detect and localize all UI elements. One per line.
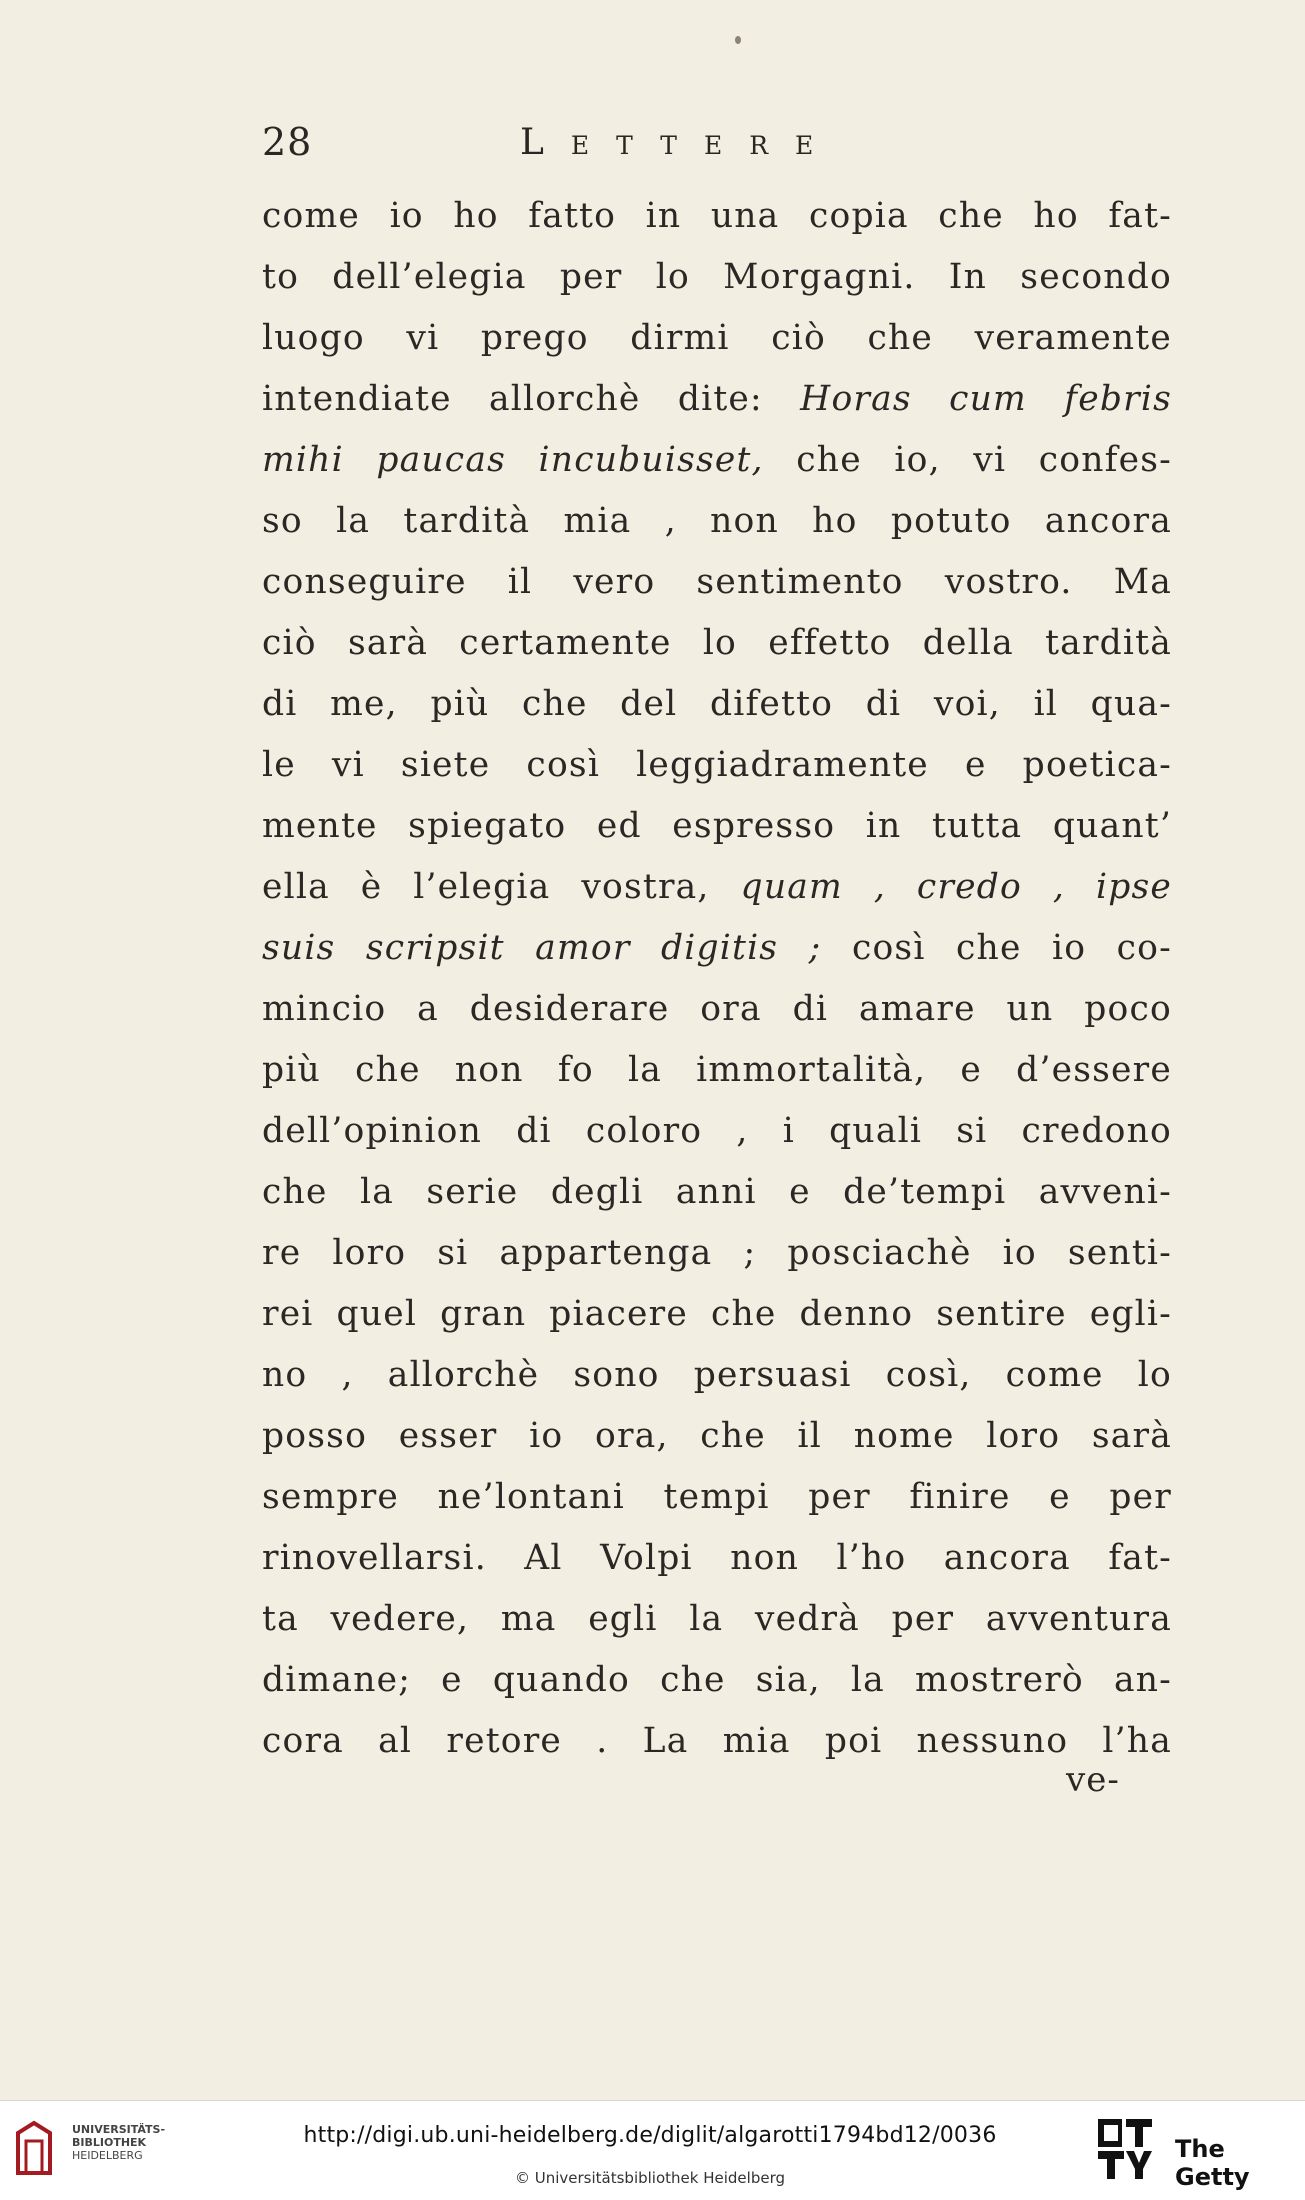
text-line xyxy=(262,369,1172,430)
partner-name: The Getty xyxy=(1175,2135,1250,2191)
italic-phrase: suis scripsit amor digitis ; xyxy=(262,928,822,968)
library-name-line: HEIDELBERG xyxy=(72,2149,143,2162)
text-span: intendiate allorchè dite: xyxy=(262,379,763,419)
catchword: ve- xyxy=(1066,1760,1120,1800)
text-line: di me, più che del difetto di voi, il qua- xyxy=(262,684,1172,724)
text-line: sempre ne’lontani tempi per finire e per xyxy=(262,1477,1172,1517)
text-line: cora al retore . La mia poi nessuno l’ha xyxy=(262,1721,1172,1761)
text-span: ella è l’elegia vostra, xyxy=(262,867,710,907)
body-text xyxy=(262,186,1172,1772)
copyright-notice: © Universitätsbibliothek Heidelberg xyxy=(514,2169,785,2187)
ink-speck xyxy=(735,36,741,44)
library-name xyxy=(72,2123,165,2162)
library-name-line: BIBLIOTHEK xyxy=(72,2136,147,2149)
text-line: mincio a desiderare ora di amare un poco xyxy=(262,989,1172,1029)
text-line: posso esser io ora, che il nome loro sarà xyxy=(262,1416,1172,1456)
text-line xyxy=(262,918,1172,979)
italic-phrase: Horas cum febris xyxy=(800,379,1172,419)
text-span: così che io co- xyxy=(851,928,1173,968)
text-line: più che non fo la immortalità, e d’essere xyxy=(262,1050,1172,1090)
text-line: le vi siete così leggiadramente e poetica- xyxy=(262,745,1172,785)
text-line: rinovellarsi. Al Volpi non l’ho ancora fat- xyxy=(262,1538,1172,1578)
text-line: che la serie degli anni e de’tempi avveni- xyxy=(262,1172,1172,1212)
text-line: luogo vi prego dirmi ciò che veramente xyxy=(262,318,1172,358)
footer-bar xyxy=(0,2100,1305,2200)
text-line: dell’opinion di coloro , i quali si credono xyxy=(262,1111,1172,1151)
text-line: so la tardità mia , non ho potuto ancora xyxy=(262,501,1172,541)
page-number: 28 xyxy=(262,120,313,164)
italic-phrase: quam , credo , ipse xyxy=(740,867,1173,907)
text-line: come io ho fatto in una copia che ho fat- xyxy=(262,196,1172,236)
text-line: to dell’elegia per lo Morgagni. In secondo xyxy=(262,257,1172,297)
library-name-line: UNIVERSITÄTS- xyxy=(72,2123,166,2136)
university-library-logo-icon xyxy=(14,2119,54,2177)
italic-phrase: mihi paucas incubuisset, xyxy=(262,440,764,480)
text-line: mente spiegato ed espresso in tutta quant’ xyxy=(262,806,1172,846)
text-line: rei quel gran piacere che denno sentire egli- xyxy=(262,1294,1172,1334)
text-line: conseguire il vero sentimento vostro. Ma xyxy=(262,562,1172,602)
running-title: Lettere xyxy=(520,122,841,163)
text-line xyxy=(262,857,1172,918)
text-line: re loro si appartenga ; posciachè io senti- xyxy=(262,1233,1172,1273)
getty-logo-icon xyxy=(1096,2117,1154,2181)
permalink-url[interactable]: http://digi.ub.uni-heidelberg.de/diglit/algarotti1794bd12/0036 xyxy=(303,2123,997,2148)
text-line xyxy=(262,430,1172,491)
text-line: ciò sarà certamente lo effetto della tardità xyxy=(262,623,1172,663)
running-head xyxy=(262,120,1172,180)
text-line: ta vedere, ma egli la vedrà per avventura xyxy=(262,1599,1172,1639)
text-span: che io, vi confes- xyxy=(796,440,1172,480)
text-line: dimane; e quando che sia, la mostrerò an- xyxy=(262,1660,1172,1700)
text-line: no , allorchè sono persuasi così, come lo xyxy=(262,1355,1172,1395)
